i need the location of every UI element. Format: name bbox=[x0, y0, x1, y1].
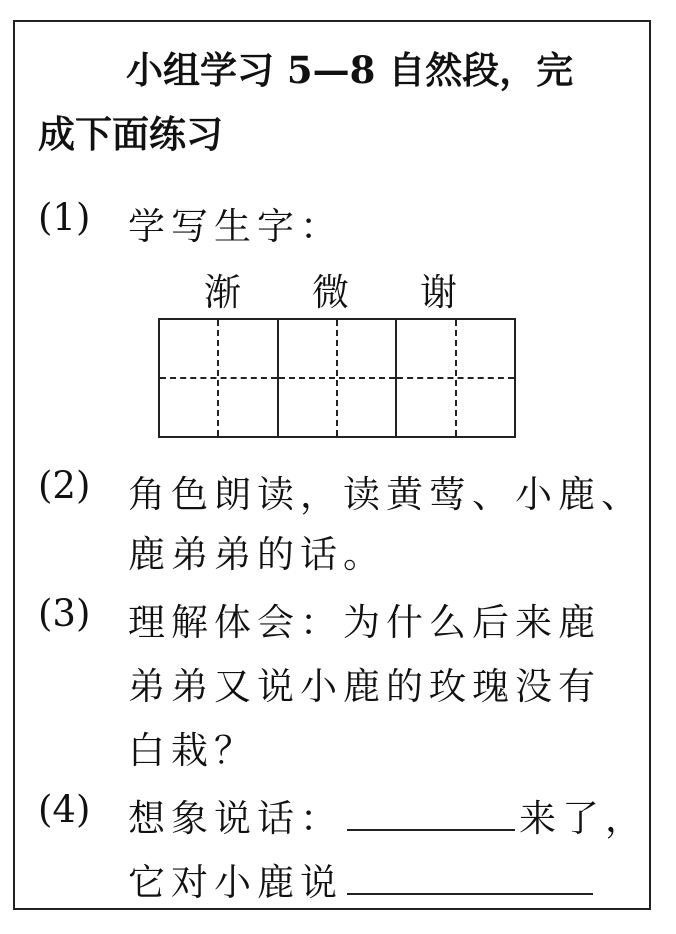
title-line-2: 成下面练习 bbox=[38, 112, 223, 156]
practice-char-2: 微 bbox=[312, 271, 349, 314]
item-4-prompt-2: 它对小鹿说 bbox=[128, 861, 343, 904]
item-2-text-line-1: 角色朗读，读黄莺、小鹿、 bbox=[128, 473, 644, 516]
practice-char-1: 渐 bbox=[204, 271, 241, 314]
answer-blank-2[interactable] bbox=[347, 892, 593, 895]
item-4-prompt: 想象说话： bbox=[128, 797, 343, 840]
writing-grid bbox=[158, 318, 516, 438]
writing-grid-cell[interactable] bbox=[160, 320, 279, 436]
item-2-number: (2) bbox=[38, 464, 91, 507]
item-4-text-line-2 bbox=[128, 852, 597, 906]
writing-grid-cell[interactable] bbox=[279, 320, 398, 436]
item-1-text: 学写生字： bbox=[128, 205, 343, 248]
item-4-number: (4) bbox=[38, 788, 91, 831]
writing-grid-cell[interactable] bbox=[397, 320, 514, 436]
item-3-text-line-3: 白栽？ bbox=[128, 729, 257, 772]
item-2-text-line-2: 鹿弟弟的话。 bbox=[128, 533, 386, 576]
item-3-text-line-2: 弟弟又说小鹿的玫瑰没有 bbox=[128, 665, 601, 708]
item-1-number: (1) bbox=[38, 196, 91, 239]
item-4-prompt-end: 来了， bbox=[519, 797, 648, 840]
item-3-text-line-1: 理解体会：为什么后来鹿 bbox=[128, 601, 601, 644]
item-3-number: (3) bbox=[38, 592, 91, 635]
practice-char-3: 谢 bbox=[420, 271, 457, 314]
title-line-1: 小组学习 5—8 自然段，完 bbox=[126, 48, 574, 92]
answer-blank-1[interactable] bbox=[347, 828, 515, 831]
item-4-text-line-1 bbox=[128, 788, 648, 842]
